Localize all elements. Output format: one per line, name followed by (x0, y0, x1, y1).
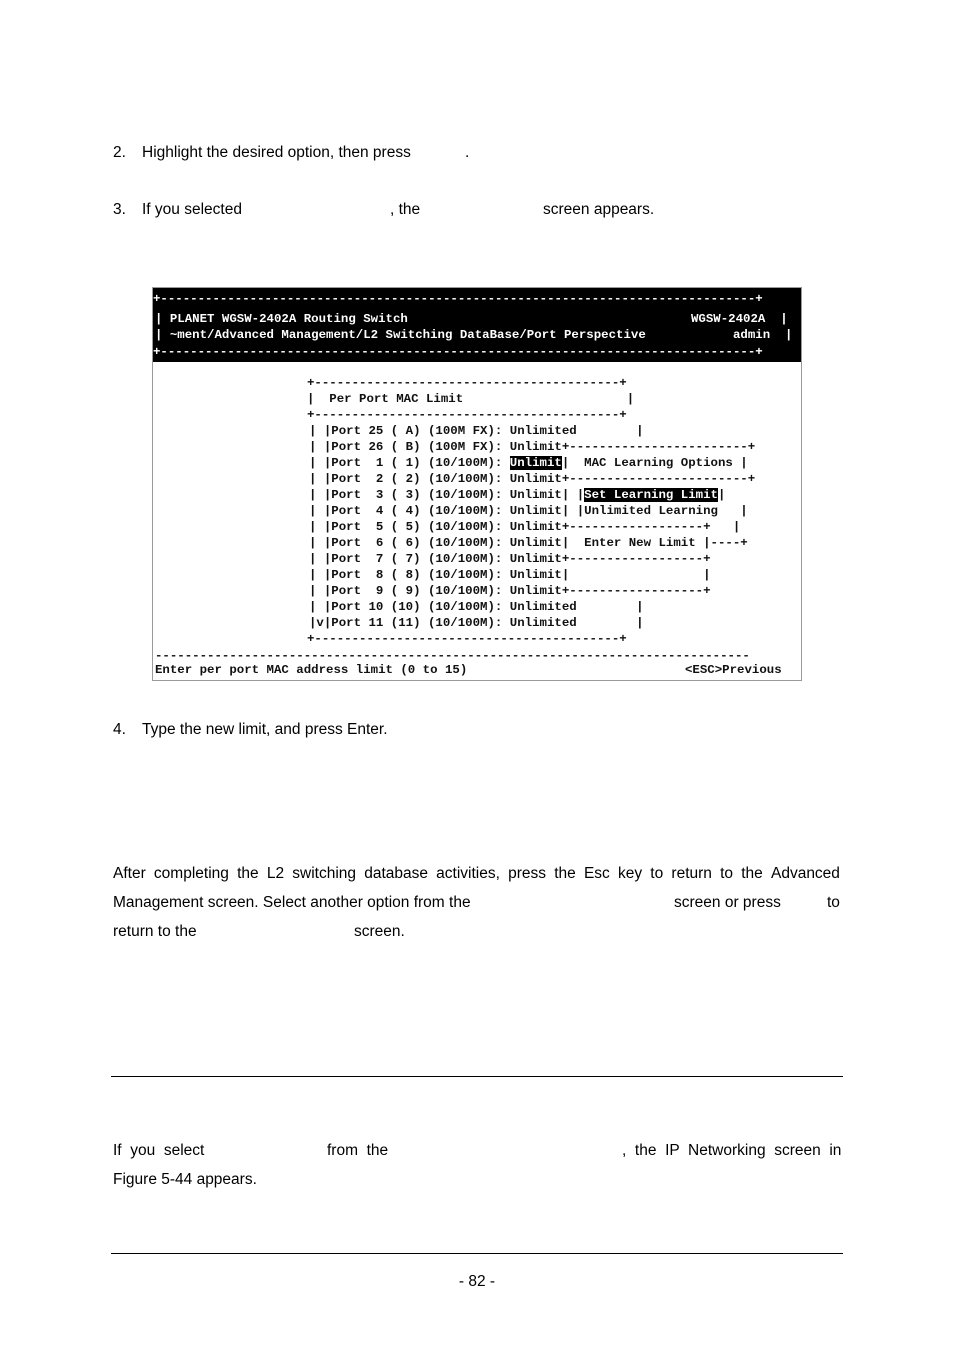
terminal-screenshot (152, 287, 802, 681)
section-divider (111, 1076, 843, 1077)
paragraph-line: After completing the L2 switching database activities, press the Esc key to return to the Advanced (113, 865, 840, 882)
footer-divider (111, 1253, 843, 1254)
port-row[interactable]: | |Port 3 ( 3) (10/100M): Unlimit| |Set Learning Limit| (309, 488, 726, 502)
terminal-path: | ~ment/Advanced Management/L2 Switching DataBase/Port Perspective (155, 328, 646, 342)
port-row[interactable]: | |Port 9 ( 9) (10/100M): Unlimit+------------------+ (309, 584, 711, 598)
paragraph2-line1-c: , the IP Networking screen in (622, 1142, 842, 1159)
paragraph2-line1-b: from the (327, 1142, 389, 1159)
terminal-user: admin | (733, 328, 793, 342)
port-row[interactable]: | |Port 26 ( B) (100M FX): Unlimit+------------------------+ (309, 440, 756, 454)
paragraph2-line1-a: If you select (113, 1142, 205, 1159)
step-4-number: 4. (113, 721, 126, 738)
port-row[interactable]: | |Port 2 ( 2) (10/100M): Unlimit+------------------------+ (309, 472, 756, 486)
terminal-model: WGSW-2402A | (691, 312, 788, 326)
port-row[interactable]: | |Port 6 ( 6) (10/100M): Unlimit| Enter New Limit |----+ (309, 536, 748, 550)
esc-previous[interactable]: <ESC>Previous (685, 663, 782, 677)
port-row[interactable]: | |Port 4 ( 4) (10/100M): Unlimit| |Unlimited Learning | (309, 504, 748, 518)
paragraph2-line2: Figure 5-44 appears. (113, 1171, 257, 1188)
mac-limit-box-title: | Per Port MAC Limit | (307, 392, 635, 406)
paragraph1-line2-b: screen or press (674, 894, 781, 911)
selected-limit-value[interactable]: Unlimit (509, 456, 562, 470)
mac-limit-box-bottom: +-----------------------------------------+ (307, 632, 627, 646)
step-2-number: 2. (113, 144, 126, 161)
port-row[interactable]: |v|Port 11 (11) (10/100M): Unlimited | (309, 616, 644, 630)
mac-limit-box-top: +-----------------------------------------+ (307, 376, 627, 390)
step-3-text-a: If you selected (142, 201, 242, 218)
terminal-border-bottom: +--------------------------------------------------------------------------------+ (153, 345, 763, 359)
status-prompt: Enter per port MAC address limit (0 to 15) (155, 663, 468, 677)
step-3-text-c: screen appears. (543, 201, 655, 218)
port-row[interactable]: | |Port 25 ( A) (100M FX): Unlimited | (309, 424, 644, 438)
paragraph1-line2-a: Management screen. Select another option from the (113, 894, 471, 911)
terminal-border-top: +--------------------------------------------------------------------------------+ (153, 292, 763, 306)
step-4-text: Type the new limit, and press Enter. (142, 721, 388, 738)
port-row[interactable]: | |Port 5 ( 5) (10/100M): Unlimit+------------------+ | (309, 520, 741, 534)
port-row[interactable]: | |Port 10 (10) (10/100M): Unlimited | (309, 600, 644, 614)
menu-set-learning-limit[interactable]: Set Learning Limit (584, 488, 718, 502)
mac-limit-box-sep: +-----------------------------------------+ (307, 408, 627, 422)
paragraph1-line3-b: screen. (354, 923, 405, 940)
port-row-selected[interactable]: | |Port 1 ( 1) (10/100M): Unlimit| MAC Learning Options | (309, 456, 748, 470)
port-row[interactable]: | |Port 8 ( 8) (10/100M): Unlimit| | (309, 568, 711, 582)
paragraph-after-completing (113, 859, 840, 888)
paragraph1-line3-a: return to the (113, 923, 197, 940)
status-separator: -------------------------------------------------------------------------------- (155, 649, 750, 663)
terminal-header (153, 288, 801, 362)
port-row[interactable]: | |Port 7 ( 7) (10/100M): Unlimit+------------------+ (309, 552, 711, 566)
step-2-text: Highlight the desired option, then press (142, 144, 411, 161)
paragraph1-line2-c: to (827, 894, 840, 911)
step-3-number: 3. (113, 201, 126, 218)
page-number: - 82 - (458, 1273, 496, 1290)
step-3-text-b: , the (390, 201, 421, 218)
terminal-title: | PLANET WGSW-2402A Routing Switch (155, 312, 408, 326)
step-2-period: . (465, 144, 470, 161)
